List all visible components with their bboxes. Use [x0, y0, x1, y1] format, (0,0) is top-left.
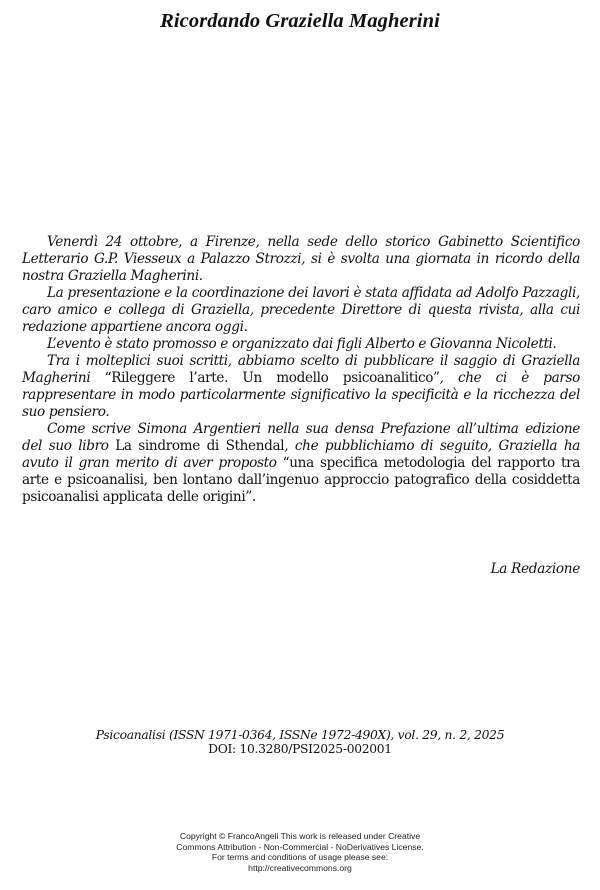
- book-title: La sindrome di Sthendal: [115, 438, 285, 454]
- article-body: [22, 234, 580, 506]
- paragraph-text: , che ci è parso rappresentare in modo particolarmente significativo la specificità e la ricchezza del suo pensiero.: [22, 370, 580, 420]
- essay-title: “Rileggere l’arte. Un modello psicoanalitico”: [104, 370, 440, 386]
- signature: La Redazione: [490, 561, 580, 577]
- paragraph-text: La presentazione e la coordinazione dei lavori è stata affidata ad Adolfo Pazzagli, caro amico e collega di Graziella, precedente Direttore di questa rivista, alla cui redazione appartiene ancora oggi.: [22, 285, 580, 335]
- quotation: “una specifica metodologia del rapporto tra arte e psicoanalisi, ben lontano dall’ingenuo approccio patografico della cosiddetta psicoanalisi applicata delle origini”.: [22, 455, 580, 505]
- doi: DOI: 10.3280/PSI2025-002001: [208, 742, 392, 756]
- paragraph-text: Come scrive Simona Argentieri nella sua densa Prefazione all’ultima edizione del suo libro: [22, 421, 580, 454]
- license-link: http://creativecommons.org: [248, 862, 352, 873]
- paragraph-text: , che pubblichiamo di seguito, Graziella ha avuto il gran merito di aver proposto: [22, 438, 580, 471]
- article-title: Ricordando Graziella Magherini: [160, 10, 440, 32]
- copyright-notice: [0, 831, 600, 873]
- paragraph-text: Venerdì 24 ottobre, a Firenze, nella sede dello storico Gabinetto Scientifico Letterario G.P. Viesseux a Palazzo Strozzi, si è svolta una giornata in ricordo della nostra Graziella Magherini.: [22, 234, 580, 284]
- paragraph-presentation: [22, 285, 580, 336]
- copyright-line: Copyright © FrancoAngeli This work is released under Creative: [179, 831, 421, 841]
- journal-citation: Psicoanalisi (ISSN 1971-0364, ISSNe 1972-490X), vol. 29, n. 2, 2025: [95, 728, 505, 742]
- paragraph-organizers: [22, 336, 580, 353]
- copyright-line: For terms and conditions of usage please see:: [211, 852, 389, 862]
- paragraph-text: Tra i molteplici suoi scritti, abbiamo scelto di pubblicare il saggio di Graziella Magherini: [22, 353, 580, 386]
- paragraph-preface: [22, 421, 580, 506]
- paragraph-event: [22, 234, 580, 285]
- paragraph-essay: [22, 353, 580, 421]
- paragraph-text: L’evento è stato promosso e organizzato dai figli Alberto e Giovanna Nicoletti.: [47, 336, 557, 352]
- copyright-line: Commons Attribution - Non-Commercial - NoDerivatives License.: [176, 841, 424, 852]
- citation-block: [0, 728, 600, 756]
